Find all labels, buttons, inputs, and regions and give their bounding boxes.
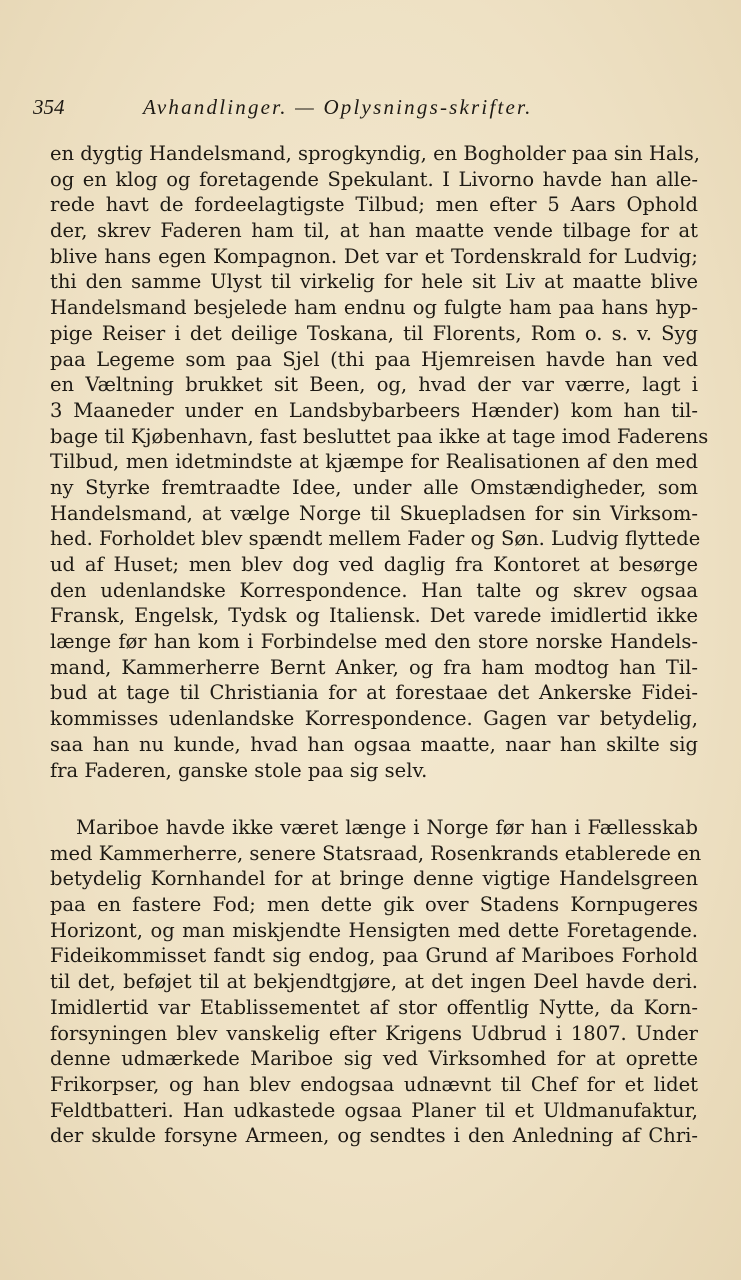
text-line: Feldtbatteri. Han udkastede ogsaa Planer til et Uldmanufaktur, bbox=[50, 1098, 698, 1122]
text-line: Fransk, Engelsk, Tydsk og Italiensk. Det varede imidlertid ikke bbox=[50, 604, 698, 628]
text-line: paa en fastere Fod; men dette gik over Stadens Kornpugeres bbox=[50, 893, 698, 917]
text-line: betydelig Kornhandel for at bringe denne vigtige Handelsgreen bbox=[50, 867, 698, 891]
text-line: Fideikommisset fandt sig endog, paa Grund af Mariboes Forhold bbox=[50, 944, 698, 968]
text-line: fra Faderen, ganske stole paa sig selv. bbox=[50, 758, 428, 782]
text-line: ud af Huset; men blev dog ved daglig fra Kontoret at besørge bbox=[50, 553, 698, 576]
text-line: 3 Maaneder under en Landsbybarbeers Hænder) kom han til- bbox=[50, 398, 698, 422]
page-number: 354 bbox=[33, 95, 65, 119]
text-line: og en klog og foretagende Spekulant. I Livorno havde han alle- bbox=[50, 167, 698, 191]
text-line: der skulde forsyne Armeen, og sendtes i den Anledning af Chri- bbox=[50, 1124, 698, 1148]
text-line: forsyningen blev vanskelig efter Krigens Udbrud i 1807. Under bbox=[50, 1021, 698, 1045]
text-line: med Kammerherre, senere Statsraad, Rosenkrands etablerede en bbox=[50, 841, 702, 865]
text-line: rede havt de fordeelagtigste Tilbud; men efter 5 Aars Ophold bbox=[50, 193, 698, 217]
page-header bbox=[33, 95, 713, 127]
paragraph-1 bbox=[50, 141, 709, 783]
text-line: Imidlertid var Etablissementet af stor offentlig Nytte, da Korn- bbox=[50, 995, 698, 1019]
text-line: bud at tage til Christiania for at forestaae det Ankerske Fidei- bbox=[50, 681, 698, 705]
text-line: en Væltning brukket sit Been, og, hvad der var værre, lagt i bbox=[50, 373, 698, 397]
text-line: længe før han kom i Forbindelse med den store norske Handels- bbox=[50, 630, 698, 654]
text-line: blive hans egen Kompagnon. Det var et Tordenskrald for Ludvig; bbox=[50, 244, 698, 268]
text-line: Frikorpser, og han blev endogsaa udnævnt til Chef for et lidet bbox=[50, 1072, 698, 1096]
text-line: mand, Kammerherre Bernt Anker, og fra ham modtog han Til- bbox=[50, 655, 698, 679]
running-title: Avhandlinger. — Oplysnings-skrifter. bbox=[143, 95, 533, 119]
text-line: Mariboe havde ikke været længe i Norge før han i Fællesskab bbox=[76, 816, 698, 839]
text-line: saa han nu kunde, hvad han ogsaa maatte, naar han skilte sig bbox=[50, 732, 698, 756]
text-line: denne udmærkede Mariboe sig ved Virksomhed for at oprette bbox=[50, 1047, 698, 1071]
text-line: kommisses udenlandske Korrespondence. Gagen var betydelig, bbox=[50, 707, 698, 731]
text-line: Tilbud, men idetmindste at kjæmpe for Realisationen af den med bbox=[50, 450, 698, 474]
text-line: hed. Forholdet blev spændt mellem Fader og Søn. Ludvig flyttede bbox=[50, 527, 701, 551]
text-line: Horizont, og man miskjendte Hensigten med dette Foretagende. bbox=[50, 918, 698, 942]
text-line: der, skrev Faderen ham til, at han maatte vende tilbage for at bbox=[50, 219, 698, 243]
text-line: pige Reiser i det deilige Toskana, til Florents, Rom o. s. v. Syg bbox=[50, 321, 698, 345]
paragraph-2 bbox=[50, 815, 702, 1149]
text-line: bage til Kjøbenhavn, fast besluttet paa ikke at tage imod Faderens bbox=[50, 424, 709, 448]
text-line: Handelsmand, at vælge Norge til Skuepladsen for sin Virksom- bbox=[50, 501, 698, 525]
text-line: Handelsmand besjelede ham endnu og fulgte ham paa hans hyp- bbox=[50, 296, 698, 320]
text-line: den udenlandske Korrespondence. Han talte og skrev ogsaa bbox=[50, 578, 698, 602]
text-line: thi den samme Ulyst til virkelig for hele sit Liv at maatte blive bbox=[50, 270, 698, 294]
text-line: ny Styrke fremtraadte Idee, under alle Omstændigheder, som bbox=[50, 475, 698, 499]
text-line: til det, beføjet til at bekjendtgjøre, at det ingen Deel havde deri. bbox=[50, 970, 698, 994]
text-line: paa Legeme som paa Sjel (thi paa Hjemreisen havde han ved bbox=[50, 347, 698, 371]
text-line: en dygtig Handelsmand, sprogkyndig, en Bogholder paa sin Hals, bbox=[50, 142, 701, 165]
